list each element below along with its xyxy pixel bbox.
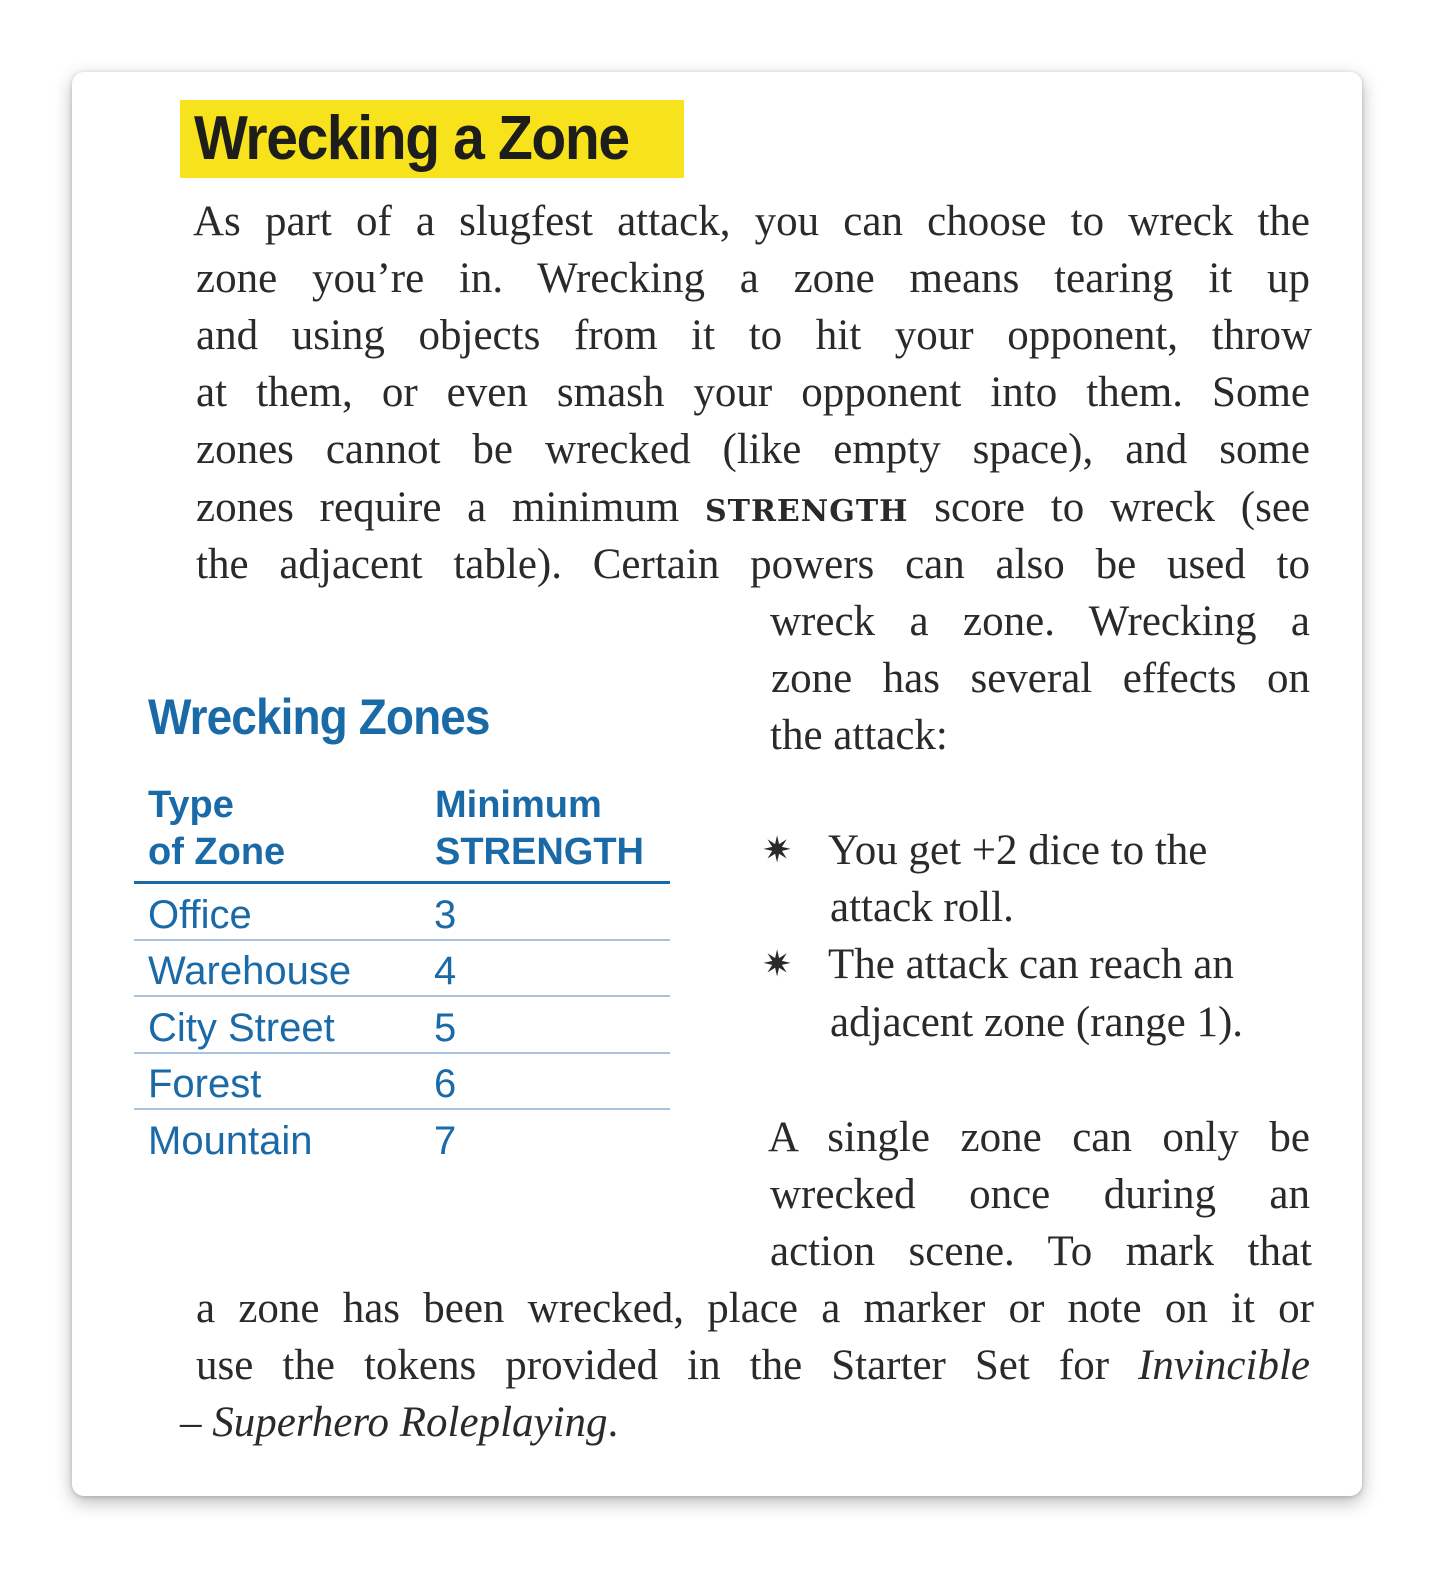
table-header-strength-line-2: STRENGTH — [435, 831, 644, 873]
bullet-star-icon: ✷ — [762, 944, 793, 985]
table-row-zone: City Street — [148, 1006, 335, 1050]
intro-right-line-1: wreck a zone. Wrecking a — [770, 598, 1310, 645]
table-row-strength: 6 — [434, 1062, 457, 1106]
closing-right-line-3: action scene. To mark that — [770, 1228, 1312, 1275]
intro-line-6 — [196, 486, 1310, 529]
closing-right-line-1: A single zone can only be — [768, 1114, 1310, 1161]
game-subtitle-italic: – Superhero Roleplaying — [180, 1399, 608, 1446]
table-row-divider — [134, 1052, 670, 1054]
intro-line-2: zone you’re in. Wrecking a zone means tearing it up — [196, 255, 1310, 302]
intro-line-5: zones cannot be wrecked (like empty space), and some — [196, 426, 1310, 473]
bullet-2-line-2: adjacent zone (range 1). — [830, 999, 1244, 1046]
section-heading-highlight — [180, 100, 684, 178]
bullet-1-line-2: attack roll. — [830, 884, 1014, 931]
strength-term: STRENGTH — [705, 494, 909, 529]
intro-right-line-2: zone has several effects on — [771, 655, 1310, 702]
closing-line-4: a zone has been wrecked, place a marker or note on it or — [196, 1285, 1314, 1332]
table-row-strength: 4 — [434, 949, 457, 993]
closing-line-6 — [180, 1401, 618, 1444]
intro-line-6-end: score to wreck (see — [908, 484, 1310, 531]
table-row-strength: 7 — [434, 1119, 457, 1163]
table-header-zone-line-2: of Zone — [148, 831, 286, 873]
table-row-zone: Forest — [148, 1062, 262, 1106]
bullet-1-line-1: You get +2 dice to the — [828, 827, 1208, 874]
table-header-strength — [435, 782, 644, 876]
table-header-zone-line-1: Type — [148, 784, 234, 826]
intro-line-3: and using objects from it to hit your opponent, throw — [196, 312, 1312, 359]
intro-line-4: at them, or even smash your opponent into them. Some — [196, 369, 1310, 416]
closing-period: . — [607, 1399, 619, 1446]
table-row-divider — [134, 939, 670, 941]
table-header-rule — [134, 881, 670, 884]
bullet-star-icon: ✷ — [762, 830, 793, 871]
intro-line-7: the adjacent table). Certain powers can also be used to — [196, 541, 1310, 588]
table-row-zone: Mountain — [148, 1119, 313, 1163]
intro-line-6-start: zones require a minimum — [196, 484, 706, 531]
table-row-zone: Office — [148, 893, 252, 937]
table-header-strength-line-1: Minimum — [435, 784, 602, 826]
bullet-2-line-1: The attack can reach an — [828, 941, 1234, 988]
closing-line-5 — [196, 1344, 1310, 1387]
closing-line-5-start: use the tokens provided in the Starter Set for — [196, 1342, 1139, 1389]
table-header-zone — [148, 782, 285, 876]
game-title-italic: Invincible — [1138, 1342, 1310, 1389]
table-row-divider — [134, 1108, 670, 1110]
closing-right-line-2: wrecked once during an — [770, 1171, 1310, 1218]
section-heading: Wrecking a Zone — [194, 104, 629, 173]
table-row-divider — [134, 995, 670, 997]
table-row-zone: Warehouse — [148, 949, 352, 993]
table-row-strength: 5 — [434, 1006, 457, 1050]
table-row-strength: 3 — [434, 893, 457, 937]
table-title: Wrecking Zones — [148, 689, 490, 745]
intro-line-1: As part of a slugfest attack, you can choose to wreck the — [193, 198, 1310, 245]
intro-right-line-3: the attack: — [770, 712, 948, 759]
